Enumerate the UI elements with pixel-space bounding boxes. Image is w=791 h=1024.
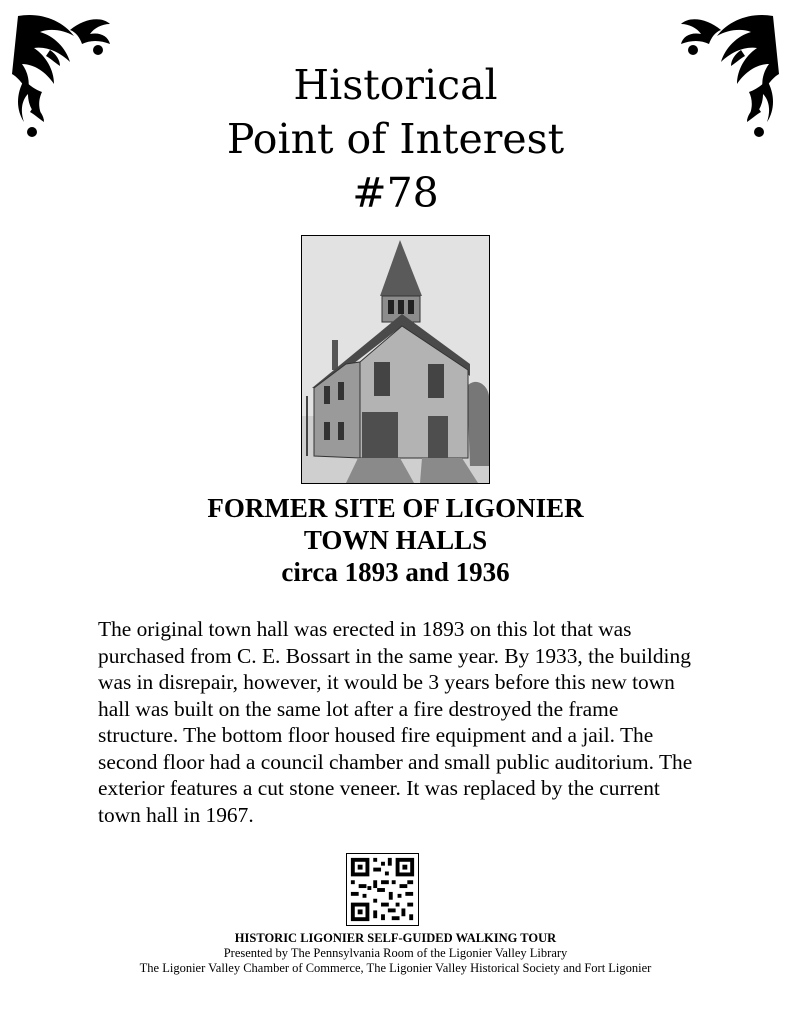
heading-line-2: Point of Interest	[226, 115, 565, 163]
title-line-1: FORMER SITE OF LIGONIER	[207, 493, 584, 523]
town-hall-photo	[301, 235, 490, 484]
site-title	[0, 492, 791, 588]
heading-line-3: #78	[352, 169, 439, 217]
footer	[0, 931, 791, 976]
description-paragraph: The original town hall was erected in 1893 on this lot that was purchased from C. E. Bossart in the same year. By 1933, the building was in disrepair, however, it would be 3 years before this new town hall was built on the same lot after a fire destroyed the frame structure. The bottom floor housed fire equipment and a jail. The second floor had a council chamber and small public auditorium. The exterior features a cut stone veneer. It was replaced by the current town hall in 1967.	[98, 617, 693, 827]
heading-line-1: Historical	[293, 61, 498, 109]
footer-tour-name: HISTORIC LIGONIER SELF-GUIDED WALKING TOUR	[234, 931, 557, 945]
qr-code-icon[interactable]	[346, 853, 419, 926]
title-line-3: circa 1893 and 1936	[281, 557, 510, 587]
footer-presented-by: Presented by The Pennsylvania Room of the Ligonier Valley Library	[223, 946, 568, 960]
title-line-2: TOWN HALLS	[303, 525, 488, 555]
footer-partners: The Ligonier Valley Chamber of Commerce, The Ligonier Valley Historical Society and Fort Ligonier	[139, 961, 652, 975]
page-heading	[0, 58, 791, 220]
town-hall-illustration	[302, 236, 489, 483]
